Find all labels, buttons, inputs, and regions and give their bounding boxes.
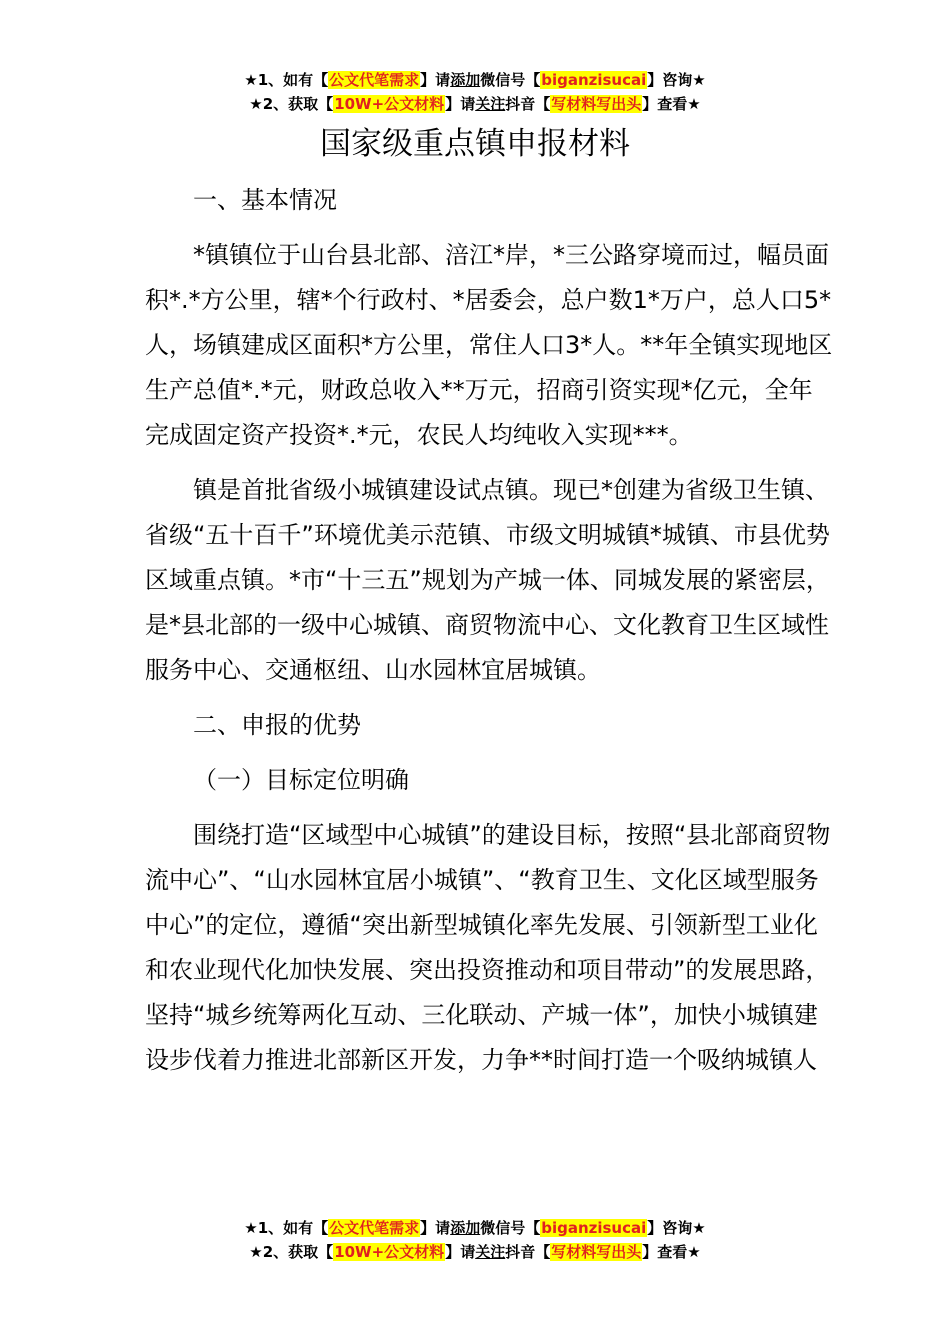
banner-text: 】咨询★ (647, 1219, 706, 1237)
banner-text: 】查看★ (642, 95, 701, 113)
banner-text: 微信号【 (480, 71, 541, 89)
banner-text: 微信号【 (480, 1219, 541, 1237)
document-title: 国家级重点镇申报材料 (320, 126, 630, 162)
banner-highlight: 写材料写出头 (551, 95, 642, 113)
banner-line-2 (0, 1240, 950, 1264)
banner-text: 抖音【 (505, 95, 551, 113)
banner-line-2 (0, 92, 950, 116)
subsection-heading-1: （一）目标定位明确 (193, 766, 409, 794)
banner-line-1 (0, 68, 950, 92)
banner-highlight: 10W+公文材料 (334, 95, 445, 113)
banner-highlight: 10W+公文材料 (334, 1243, 445, 1261)
banner-emphasis: 关注 (475, 95, 506, 113)
document-body (145, 178, 835, 1083)
paragraph-basic-info: *镇镇位于山台县北部、涪江*岸，*三公路穿境而过，幅员面积*.*方公里，辖*个行政村、*居委会，总户数1*万户，总人口5*人，场镇建成区面积*方公里，常住人口3*人。**年全镇实现地区生产总值*.*元，财政总收入**万元，招商引资实现*亿元，全年完成固定资产投资*.*元，农民人均纯收入实现***。 (145, 241, 833, 449)
banner-text: 】咨询★ (647, 71, 706, 89)
banner-emphasis: 添加 (450, 1219, 481, 1237)
section-heading-1: 一、基本情况 (193, 186, 337, 214)
banner-text: ★2、获取【 (249, 1243, 334, 1261)
banner-text: 抖音【 (505, 1243, 551, 1261)
banner-highlight: biganzisucai (541, 71, 647, 89)
banner-text: ★2、获取【 (249, 95, 334, 113)
banner-text: 】查看★ (642, 1243, 701, 1261)
banner-text: 】请 (445, 95, 476, 113)
banner-emphasis: 添加 (450, 71, 481, 89)
banner-highlight: 写材料写出头 (551, 1243, 642, 1261)
paragraph-goals: 围绕打造“区域型中心城镇”的建设目标，按照“县北部商贸物流中心”、“山水园林宜居小城镇”、“教育卫生、文化区域型服务中心”的定位，遵循“突出新型城镇化率先发展、引领新型工业化和农业现代化加快发展、突出投资推动和项目带动”的发展思路，坚持“城乡统筹两化互动、三化联动、产城一体”，加快小城镇建设步伐着力推进北部新区开发，力争**时间打造一个吸纳城镇人 (145, 821, 831, 1074)
section-heading-2: 二、申报的优势 (193, 711, 361, 739)
banner-text: 】请 (420, 1219, 451, 1237)
banner-text: ★1、如有【 (244, 71, 329, 89)
footer-banner (0, 1216, 950, 1264)
paragraph-town-status: 镇是首批省级小城镇建设试点镇。现已*创建为省级卫生镇、省级“五十百千”环境优美示范镇、市级文明城镇*城镇、市县优势区域重点镇。*市“十三五”规划为产城一体、同城发展的紧密层，是*县北部的一级中心城镇、商贸物流中心、文化教育卫生区域性服务中心、交通枢纽、山水园林宜居城镇。 (145, 476, 830, 684)
banner-highlight: 公文代笔需求 (329, 71, 420, 89)
banner-text: ★1、如有【 (244, 1219, 329, 1237)
banner-highlight: biganzisucai (541, 1219, 647, 1237)
banner-text: 】请 (445, 1243, 476, 1261)
banner-highlight: 公文代笔需求 (329, 1219, 420, 1237)
header-banner (0, 68, 950, 116)
banner-text: 】请 (420, 71, 451, 89)
banner-line-1 (0, 1216, 950, 1240)
banner-emphasis: 关注 (475, 1243, 506, 1261)
